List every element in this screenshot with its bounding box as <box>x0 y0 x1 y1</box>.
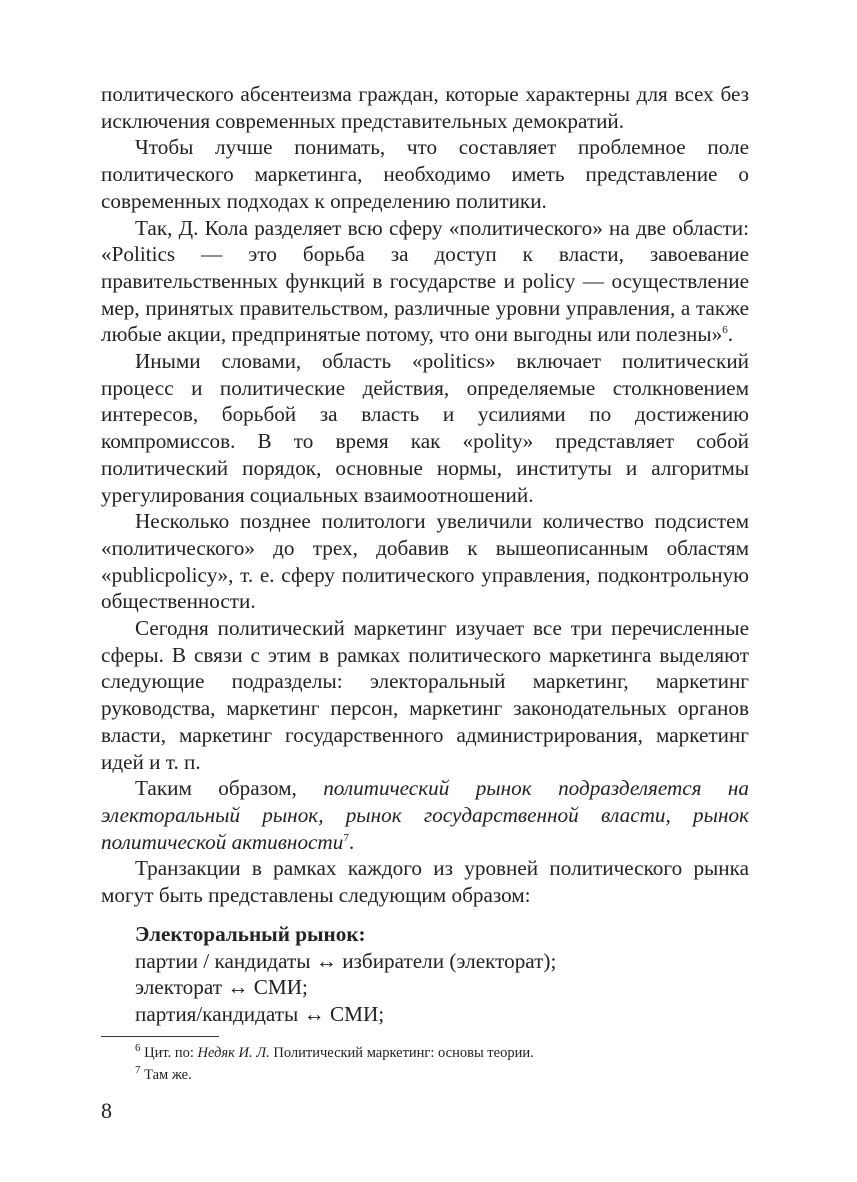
electoral-market-list <box>101 921 749 1028</box>
paragraph-continued: политического абсентеизма граждан, которые характерны для всех без исключения современных представительных демократий. <box>101 82 749 133</box>
paragraph-politics-polity: Иными словами, область «politics» включает политический процесс и политические действия, определяемые столкновением интересов, борьбой за власть и усилиями по достижению компромиссов. В то время как «polity» представляет собой политический порядок, основные нормы, институты и алгоритмы урегулирования социальных взаимоотношений. <box>101 349 749 507</box>
footnote-6-mark: 6 <box>135 1042 141 1055</box>
body-text <box>101 81 749 1028</box>
paragraph-public-policy: Несколько позднее политологи увеличили количество подсистем «политического» до трех, добавив к вышеописанным областям «publicpolicy», т. е. сферу политического управления, подконтрольную общественности. <box>101 509 749 614</box>
footnote-ref-7: 7 <box>343 831 349 844</box>
electoral-market-heading: Электоральный рынок: <box>135 921 366 946</box>
paragraph-subsections: Сегодня политический маркетинг изучает все три перечисленные сферы. В связи с этим в рамках политического маркетинга выделяют следующие подразделы: электоральный маркетинг, маркетинг руководства, маркетинг персон, маркетинг законодательных органов власти, маркетинг государственного администрирования, маркетинг идей и т. п. <box>101 616 749 774</box>
footnote-7 <box>101 1065 749 1087</box>
paragraph-transactions: Транзакции в рамках каждого из уровней политического рынка могут быть представлены следующим образом: <box>101 856 749 908</box>
footnote-6-prefix: Цит. по: <box>140 1045 198 1061</box>
list-item: партия/кандидаты ↔ СМИ; <box>135 1001 385 1026</box>
footnote-6-author: Недяк И. Л. <box>197 1045 270 1061</box>
paragraph-market-division <box>101 775 749 855</box>
paragraph-market-division-end: . <box>348 829 355 854</box>
paragraph-cola-definition: Так, Д. Кола разделяет всю сферу «политического» на две области: «Politics — это борьба за доступ к власти, завоевание правительственных функций в государстве и policy — осуществление мер, принятых правительством, различные уровни управления, а также любые акции, предпринятые потому, что они выгодны или полезны»$^6$. <box>101 215 749 347</box>
paragraph-market-division-emphasis: политический рынок подразделяется на электоральный рынок, рынок государственной власти, рынок политической активности <box>101 776 749 854</box>
footnote-7-mark: 7 <box>135 1063 141 1076</box>
paragraph-market-division-lead: Таким образом, <box>135 776 324 801</box>
paragraph-cola-text: Так, Д. Кола разделяет всю сферу «политического» на две области: «Politics — это борьба за доступ к власти, завоевание правительственных функций в государстве и policy — осуществление мер, принятых правительством, различные уровни управления, а также любые акции, предпринятые потому, что они выгодны или полезны» <box>101 215 749 347</box>
paragraph-political-marketing-field: Чтобы лучше понимать, что составляет проблемное поле политического маркетинга, необходимо иметь представление о современных подходах к определению политики. <box>101 135 749 213</box>
footnote-6 <box>101 1043 749 1065</box>
footnote-6-title: Политический маркетинг: основы теории. <box>269 1045 534 1061</box>
footnote-ref-6: 6 <box>722 324 728 337</box>
footnote-7-text: Там же. <box>140 1066 192 1083</box>
list-item: электорат ↔ СМИ; <box>135 975 308 1000</box>
list-item: партии / кандидаты ↔ избиратели (электорат); <box>135 948 557 973</box>
footnotes <box>101 1043 749 1086</box>
footnote-divider <box>101 1036 219 1037</box>
page-number: 8 <box>101 1098 112 1123</box>
